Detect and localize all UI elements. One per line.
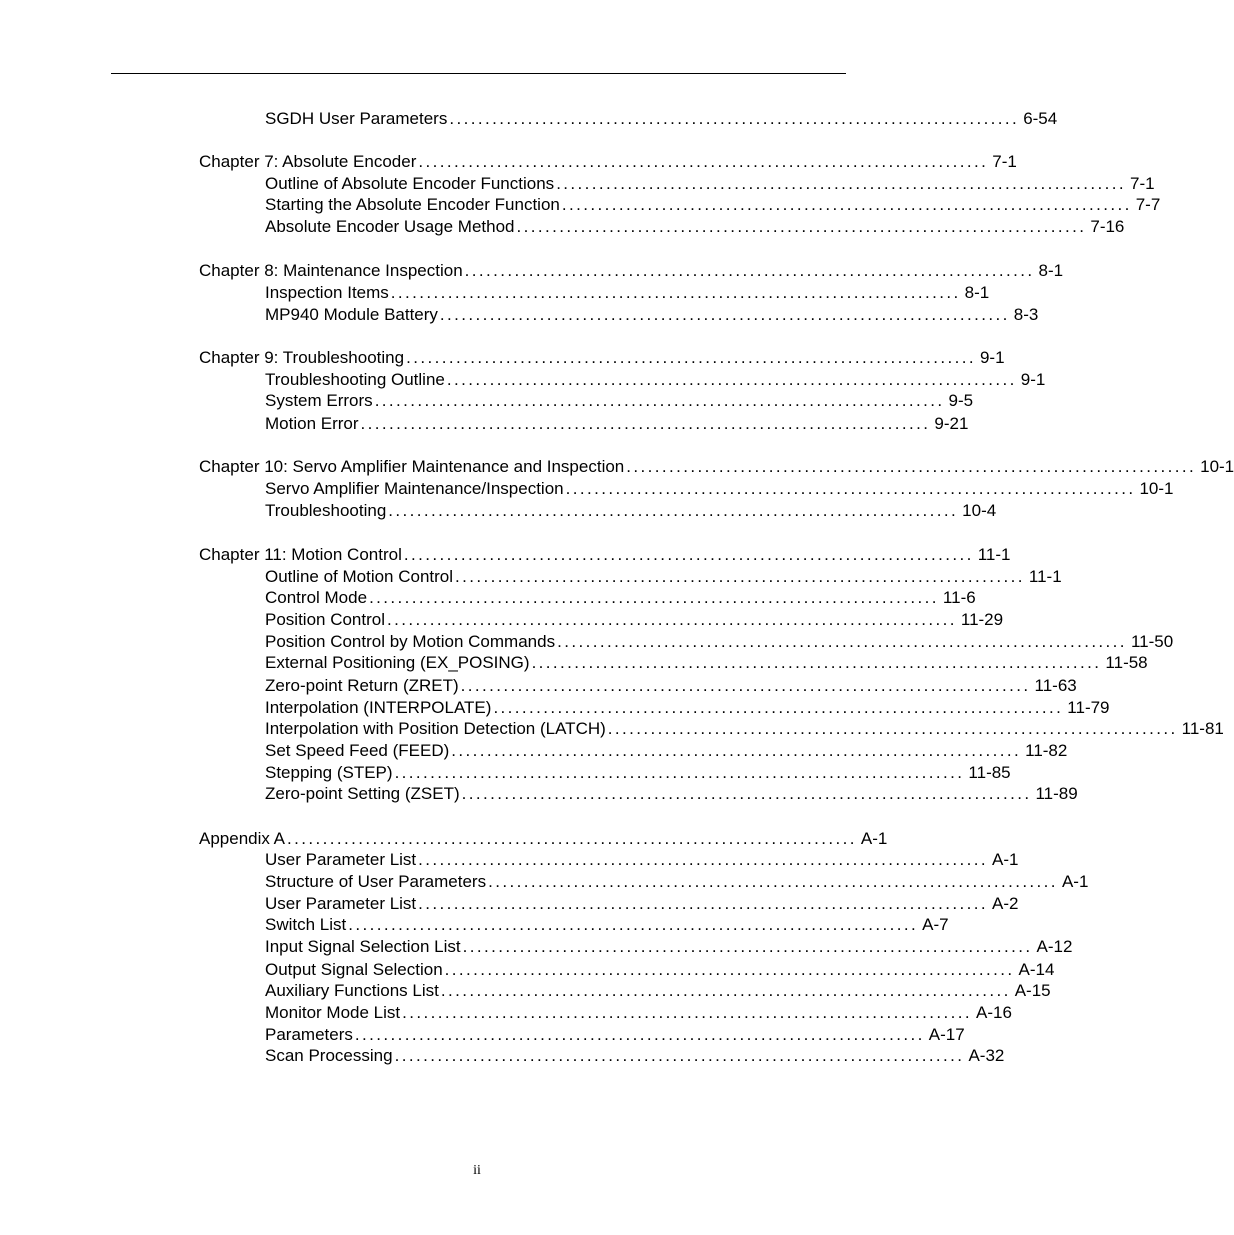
- toc-entry-page: 7-1: [992, 152, 1017, 171]
- toc-entry-title: User Parameter List: [265, 850, 417, 869]
- toc-entry-title: Motion Error: [265, 414, 359, 433]
- toc-entry-page: 7-16: [1090, 217, 1125, 236]
- toc-entry-page: A-12: [1036, 937, 1073, 956]
- toc-entry-title: Chapter 10: Servo Amplifier Maintenance and Inspection: [199, 457, 625, 476]
- toc-entry-page: A-16: [975, 1003, 1012, 1022]
- toc-entry-page: 10-1: [1139, 479, 1174, 498]
- toc-entry-title: SGDH User Parameters: [265, 109, 448, 128]
- toc-entry-page: 11-81: [1181, 719, 1224, 738]
- toc-entry-page: 8-3: [1013, 305, 1039, 324]
- toc-entry: [265, 413, 969, 435]
- dot-leader: ................................................................................: [388, 501, 959, 520]
- dot-leader: ................................................................................: [387, 610, 957, 629]
- toc-entry-page: A-32: [968, 1046, 1005, 1065]
- toc-entry-page: A-2: [992, 894, 1019, 913]
- toc-entry: [265, 849, 1019, 871]
- dot-leader: ................................................................................: [360, 414, 931, 433]
- dot-leader: ................................................................................: [444, 960, 1015, 979]
- dot-leader: ................................................................................: [449, 109, 1020, 128]
- toc-entry-title: Stepping (STEP): [265, 763, 393, 782]
- toc-entry-title: Structure of User Parameters: [265, 872, 487, 891]
- dot-leader: ................................................................................: [354, 1025, 925, 1044]
- dot-leader: ................................................................................: [626, 457, 1197, 476]
- toc-entry-title: Troubleshooting Outline: [265, 370, 445, 389]
- toc-entry-page: 11-29: [960, 610, 1004, 629]
- toc-entry-page: 10-4: [962, 501, 997, 520]
- toc-entry-title: Interpolation with Position Detection (LATCH): [265, 719, 606, 738]
- toc-entry-title: Chapter 11: Motion Control: [199, 545, 402, 564]
- toc-entry: [265, 216, 1125, 238]
- toc-entry: [265, 1002, 1012, 1024]
- toc-entry-page: 9-21: [934, 414, 969, 433]
- toc-entry-title: Monitor Mode List: [265, 1003, 401, 1022]
- dot-leader: ................................................................................: [418, 850, 989, 869]
- dot-leader: ................................................................................: [557, 632, 1127, 651]
- toc-entry-title: System Errors: [265, 391, 373, 410]
- toc-entry-title: Chapter 7: Absolute Encoder: [199, 152, 417, 171]
- toc-entry: [265, 893, 1019, 915]
- toc-entry: [199, 828, 888, 850]
- dot-leader: ................................................................................: [369, 588, 939, 607]
- dot-leader: ................................................................................: [461, 784, 1032, 803]
- toc-entry-page: 11-63: [1034, 676, 1077, 695]
- page-number: ii: [473, 1163, 481, 1178]
- dot-leader: ................................................................................: [493, 698, 1064, 717]
- dot-leader: ................................................................................: [462, 937, 1033, 956]
- toc-entry-page: 7-7: [1135, 195, 1161, 214]
- toc-entry-page: 11-58: [1105, 653, 1148, 672]
- toc-entry-page: 11-79: [1067, 698, 1110, 717]
- toc-entry-title: User Parameter List: [265, 894, 417, 913]
- toc-entry-page: 7-1: [1130, 174, 1155, 193]
- dot-leader: ................................................................................: [556, 174, 1127, 193]
- toc-entry: [265, 566, 1062, 588]
- dot-leader: ................................................................................: [394, 1046, 965, 1065]
- dot-leader: ................................................................................: [418, 894, 989, 913]
- toc-entry-title: Switch List: [265, 915, 347, 934]
- toc-entry: [265, 783, 1078, 805]
- dot-leader: ................................................................................: [394, 763, 965, 782]
- toc-entry: [265, 675, 1077, 697]
- toc-entry-title: Zero-point Setting (ZSET): [265, 784, 460, 803]
- toc-entry-title: Interpolation (INTERPOLATE): [265, 698, 492, 717]
- toc-entry-title: Outline of Absolute Encoder Functions: [265, 174, 555, 193]
- toc-entry-title: Scan Processing: [265, 1046, 393, 1065]
- dot-leader: ................................................................................: [455, 567, 1025, 586]
- toc-entry: [265, 936, 1073, 958]
- dot-leader: ................................................................................: [406, 348, 976, 367]
- toc-entry: [265, 631, 1174, 653]
- toc-entry-title: MP940 Module Battery: [265, 305, 438, 324]
- toc-entry: [199, 544, 1011, 566]
- dot-leader: ................................................................................: [403, 545, 974, 564]
- toc-entry: [265, 609, 1004, 631]
- toc-entry: [265, 762, 1011, 784]
- toc-entry: [199, 347, 1005, 369]
- toc-entry-title: Chapter 9: Troubleshooting: [199, 348, 405, 367]
- toc-entry: [265, 718, 1224, 740]
- dot-leader: ................................................................................: [531, 653, 1102, 672]
- dot-leader: ................................................................................: [607, 719, 1178, 738]
- toc-entry: [265, 390, 974, 412]
- toc-entry: [265, 108, 1058, 130]
- toc-entry-page: 11-82: [1025, 741, 1068, 760]
- toc-entry-page: 9-1: [979, 348, 1005, 367]
- toc-entry-title: Output Signal Selection: [265, 960, 443, 979]
- dot-leader: ................................................................................: [565, 479, 1136, 498]
- toc-entry: [265, 914, 949, 936]
- toc-entry-title: Position Control by Motion Commands: [265, 632, 556, 651]
- toc-entry-page: A-1: [1061, 872, 1089, 891]
- toc-entry-page: 8-1: [1038, 261, 1064, 280]
- toc-entry-title: Set Speed Feed (FEED): [265, 741, 450, 760]
- toc-entry-page: 11-50: [1130, 632, 1174, 651]
- dot-leader: ................................................................................: [374, 391, 945, 410]
- toc-entry-page: 11-6: [942, 588, 976, 607]
- toc-entry-title: External Positioning (EX_POSING): [265, 653, 530, 672]
- dot-leader: ................................................................................: [287, 829, 857, 848]
- toc-entry: [199, 456, 1234, 478]
- toc-entry: [265, 697, 1110, 719]
- toc-entry: [265, 980, 1051, 1002]
- toc-entry-title: Chapter 8: Maintenance Inspection: [199, 261, 463, 280]
- dot-leader: ................................................................................: [446, 370, 1017, 389]
- toc-entry: [199, 260, 1064, 282]
- toc-entry-title: Inspection Items: [265, 283, 389, 302]
- toc-entry-page: A-1: [860, 829, 888, 848]
- toc-entry-title: Auxiliary Functions List: [265, 981, 439, 1000]
- toc-entry-page: 11-85: [968, 763, 1011, 782]
- toc-entry-title: Troubleshooting: [265, 501, 387, 520]
- toc-entry: [265, 587, 976, 609]
- toc-entry-page: A-7: [922, 915, 949, 934]
- toc-entry: [265, 173, 1155, 195]
- toc-entry-page: 11-1: [977, 545, 1011, 564]
- dot-leader: ................................................................................: [516, 217, 1087, 236]
- toc-entry-page: A-15: [1014, 981, 1051, 1000]
- dot-leader: ................................................................................: [488, 872, 1058, 891]
- toc-entry: [265, 740, 1068, 762]
- toc-entry-title: Appendix A: [199, 829, 286, 848]
- toc-entry: [265, 959, 1055, 981]
- toc-entry: [265, 871, 1089, 893]
- toc-entry: [265, 194, 1161, 216]
- toc-entry-title: Position Control: [265, 610, 386, 629]
- toc-entry-page: 10-1: [1200, 457, 1234, 476]
- toc-entry-title: Input Signal Selection List: [265, 937, 461, 956]
- toc-entry: [265, 282, 990, 304]
- toc-entry-page: 11-1: [1028, 567, 1062, 586]
- toc-entry-title: Starting the Absolute Encoder Function: [265, 195, 560, 214]
- toc-entry-page: A-17: [928, 1025, 965, 1044]
- toc-entry-page: 9-1: [1020, 370, 1046, 389]
- toc-entry-title: Outline of Motion Control: [265, 567, 454, 586]
- toc-entry-title: Parameters: [265, 1025, 353, 1044]
- toc-entry: [265, 478, 1174, 500]
- toc-entry: [265, 304, 1039, 326]
- dot-leader: ................................................................................: [390, 283, 961, 302]
- dot-leader: ................................................................................: [460, 676, 1031, 695]
- toc-entry-title: Absolute Encoder Usage Method: [265, 217, 515, 236]
- toc-entry: [265, 1024, 965, 1046]
- toc-entry-page: 11-89: [1035, 784, 1078, 803]
- toc-entry-title: Control Mode: [265, 588, 368, 607]
- toc-entry-page: A-1: [992, 850, 1019, 869]
- toc-entry: [265, 1045, 1005, 1067]
- toc-entry-page: 8-1: [964, 283, 990, 302]
- toc-entry: [265, 369, 1046, 391]
- toc-entry-title: Zero-point Return (ZRET): [265, 676, 459, 695]
- dot-leader: ................................................................................: [561, 195, 1132, 214]
- dot-leader: ................................................................................: [464, 261, 1035, 280]
- dot-leader: ................................................................................: [402, 1003, 972, 1022]
- dot-leader: ................................................................................: [348, 915, 919, 934]
- toc-entry: [265, 652, 1148, 674]
- toc-entry: [199, 151, 1017, 173]
- toc-entry-page: 9-5: [948, 391, 974, 410]
- dot-leader: ................................................................................: [440, 981, 1011, 1000]
- dot-leader: ................................................................................: [418, 152, 989, 171]
- dot-leader: ................................................................................: [451, 741, 1022, 760]
- toc-entry-page: 6-54: [1023, 109, 1058, 128]
- toc-entry-page: A-14: [1018, 960, 1055, 979]
- dot-leader: ................................................................................: [439, 305, 1010, 324]
- toc-entry-title: Servo Amplifier Maintenance/Inspection: [265, 479, 564, 498]
- toc-entry: [265, 500, 997, 522]
